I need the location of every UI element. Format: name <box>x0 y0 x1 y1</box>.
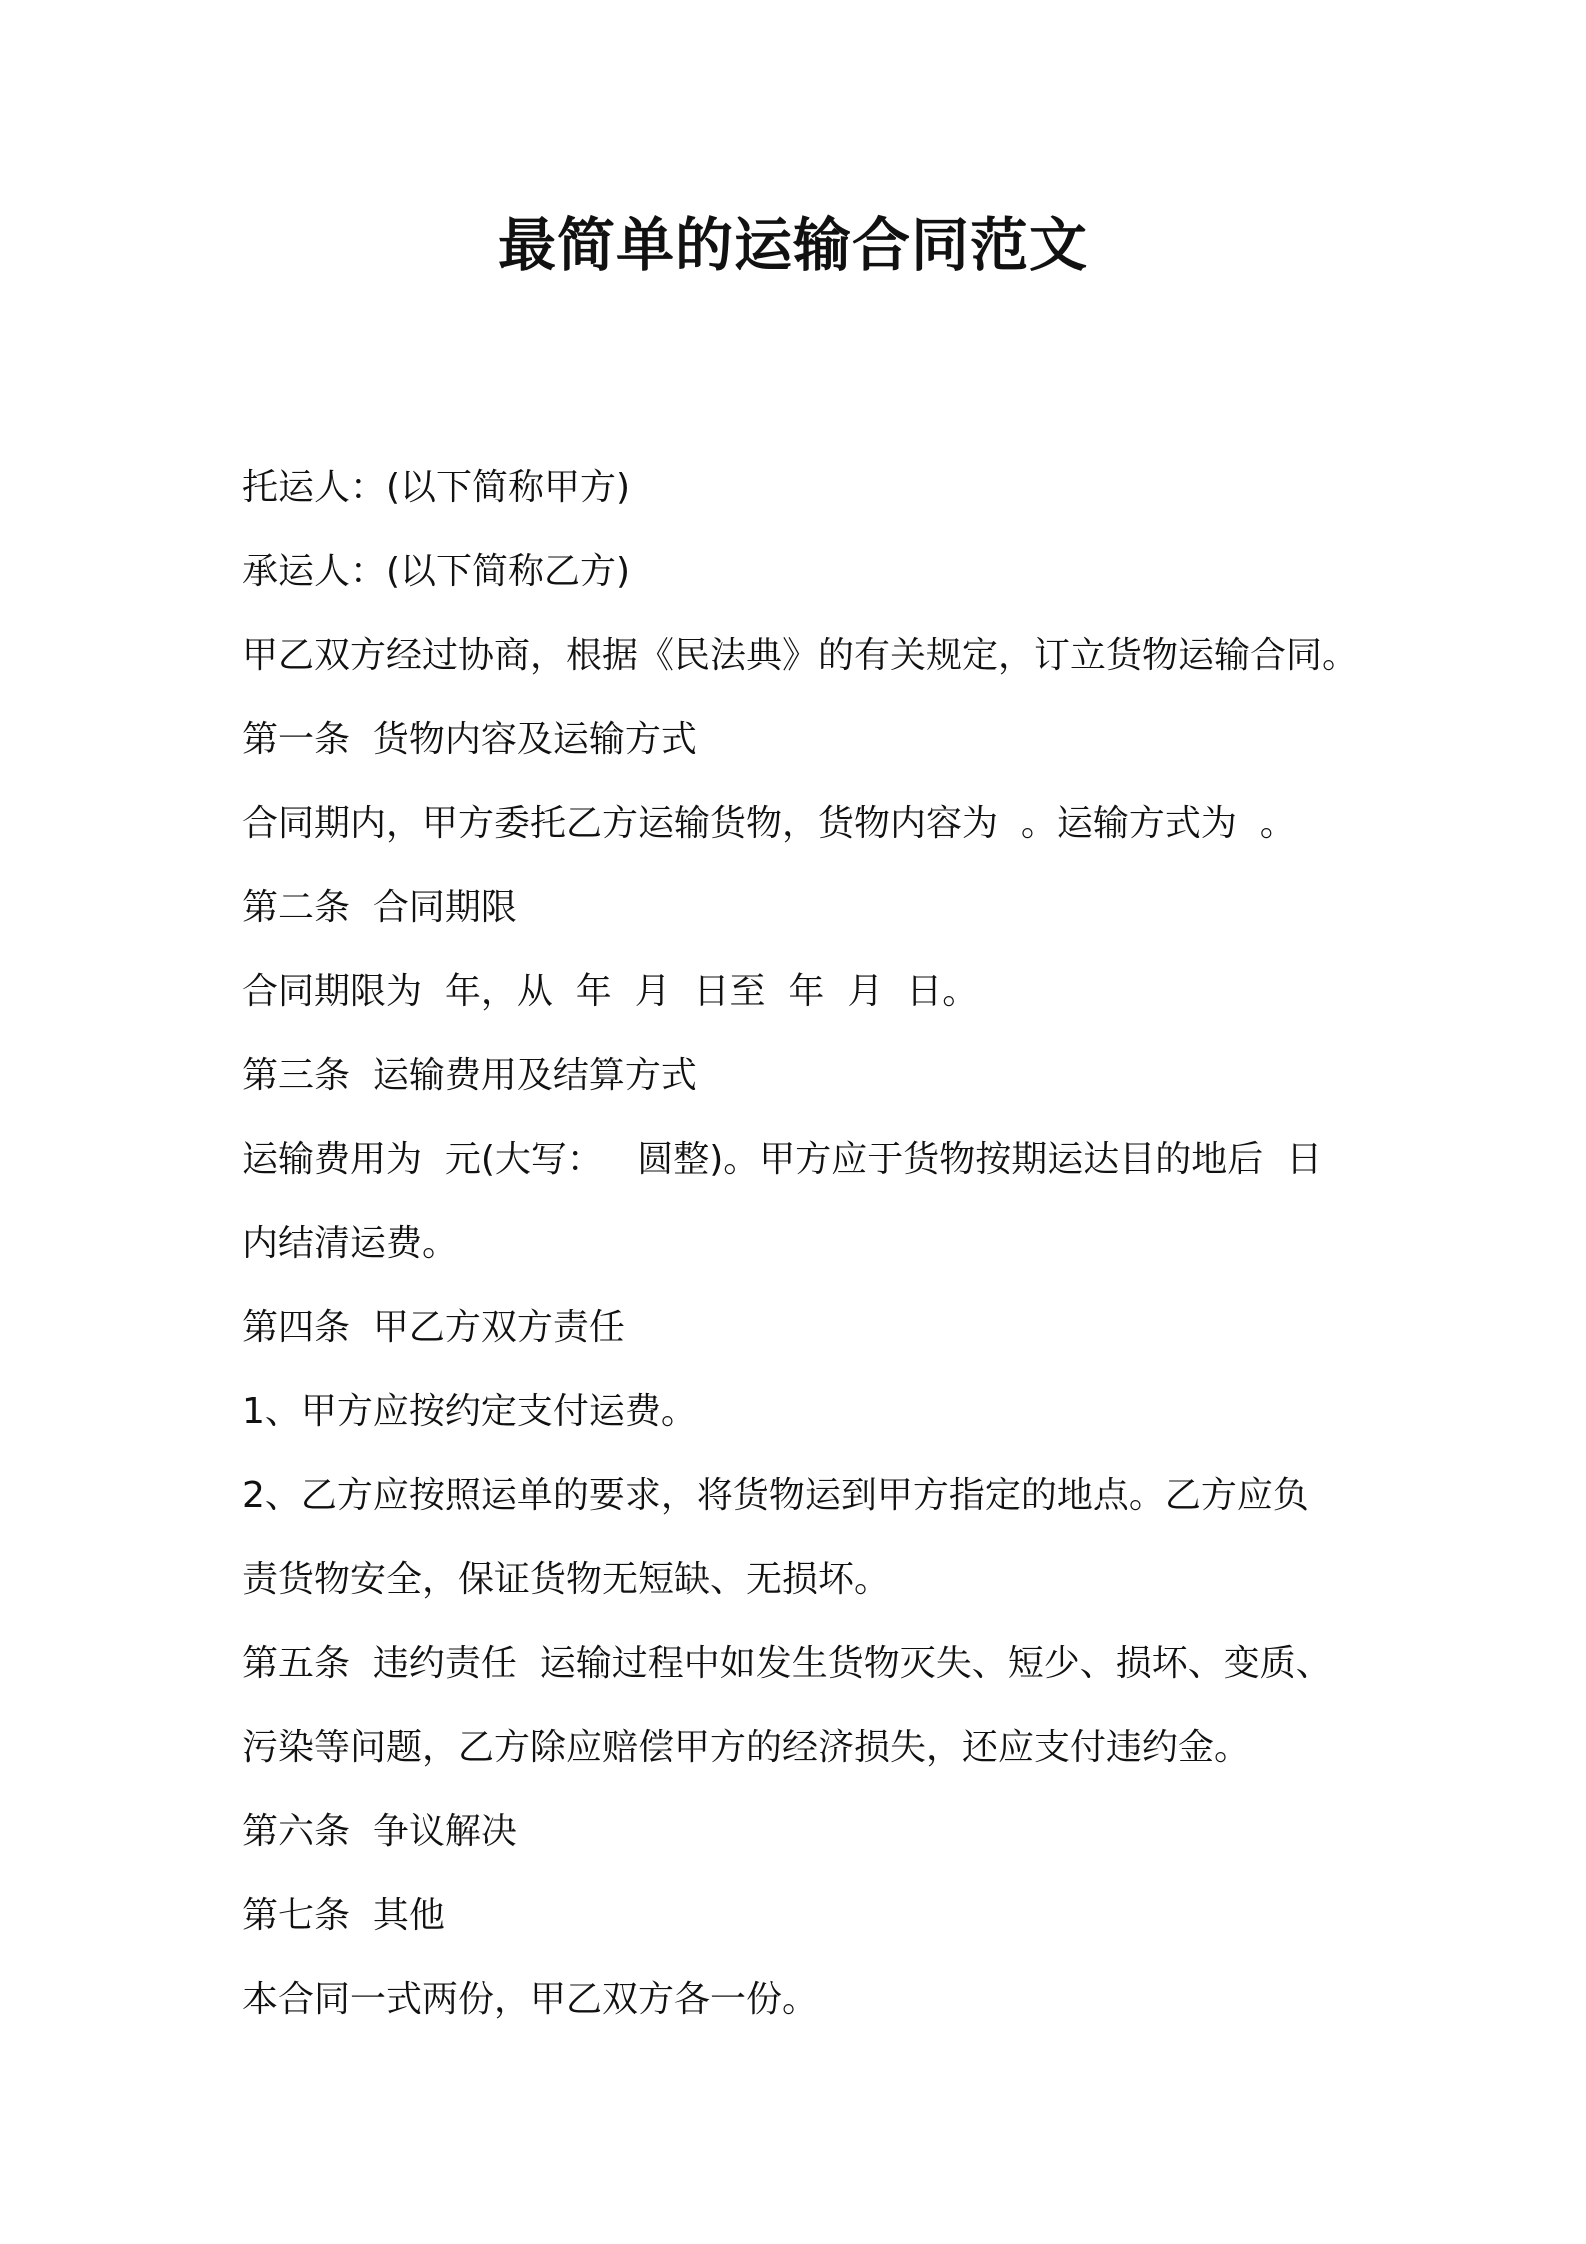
article-5-line-2: 污染等问题，乙方除应赔偿甲方的经济损失，还应支付违约金。 <box>242 1727 1251 1768</box>
article-3-text-line-2: 内结清运费。 <box>242 1223 459 1264</box>
document-body <box>242 446 1362 2042</box>
article-4-item-1: 1、甲方应按约定支付运费。 <box>242 1391 697 1432</box>
article-3-text-line-1: 运输费用为 元(大写： 圆整)。甲方应于货物按期运达目的地后 日 <box>242 1139 1323 1180</box>
article-3-heading: 第三条 运输费用及结算方式 <box>242 1055 697 1096</box>
article-2-heading: 第二条 合同期限 <box>242 887 517 928</box>
article-7-heading: 第七条 其他 <box>242 1895 445 1936</box>
article-5-line-1: 第五条 违约责任 运输过程中如发生货物灭失、短少、损坏、变质、 <box>242 1643 1332 1684</box>
preamble-line: 甲乙双方经过协商，根据《民法典》的有关规定，订立货物运输合同。 <box>242 635 1359 676</box>
document-title: 最简单的运输合同范文 <box>497 211 1088 279</box>
party-a-line: 托运人：(以下简称甲方) <box>242 467 631 508</box>
article-1-text: 合同期内，甲方委托乙方运输货物，货物内容为 。运输方式为 。 <box>242 803 1296 844</box>
article-6-heading: 第六条 争议解决 <box>242 1811 517 1852</box>
party-b-line: 承运人：(以下简称乙方) <box>242 551 631 592</box>
article-2-text: 合同期限为 年，从 年 月 日至 年 月 日。 <box>242 971 979 1012</box>
article-1-heading: 第一条 货物内容及运输方式 <box>242 719 697 760</box>
article-4-item-2-line-1: 2、乙方应按照运单的要求，将货物运到甲方指定的地点。乙方应负 <box>242 1475 1309 1516</box>
article-4-item-2-line-2: 责货物安全，保证货物无短缺、无损坏。 <box>242 1559 891 1600</box>
article-4-heading: 第四条 甲乙方双方责任 <box>242 1307 625 1348</box>
closing-line: 本合同一式两份，甲乙双方各一份。 <box>242 1979 819 2020</box>
